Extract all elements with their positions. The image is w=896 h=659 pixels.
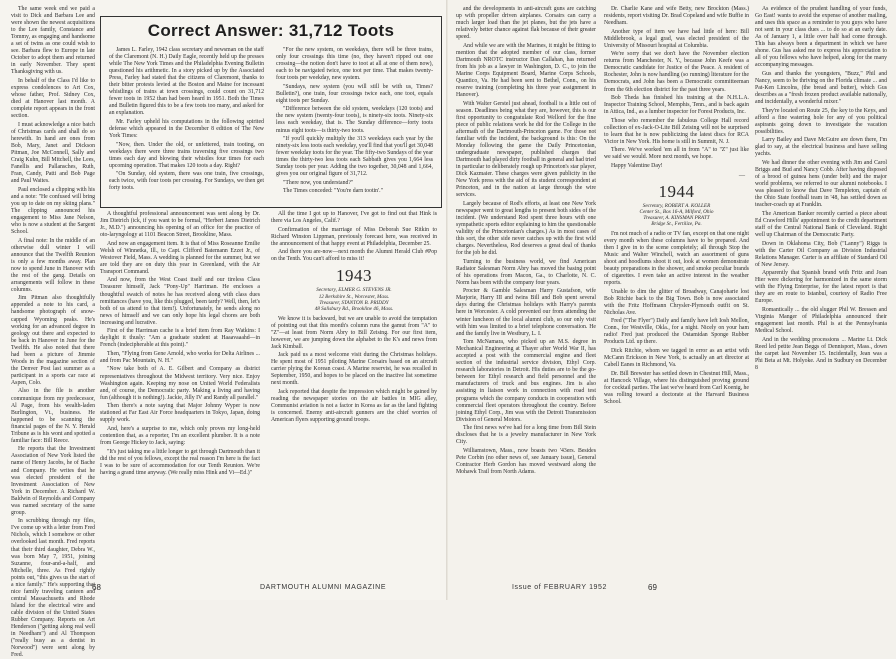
paragraph: "There now, you understand?"	[283, 179, 354, 186]
paragraph: Paul enclosed a clipping with his and a note: "He confused will bring you up to date on my skiing plans." The clipping announced his engagement to Miss Jane Nelson, who is now a student at the Sargent School.	[11, 186, 95, 235]
paragraph: A thoughtful professional announcement was sent along by Dr. Jim Dietrich (ick, if you want to be formal, "Herbert James Dietrich Jr., M.D.") announcing his opening of an office for the practice of oto-laryngology at 1101 Beacon Street, Brookline, Mass.	[100, 211, 260, 239]
paragraph: Tom McNamara, who picked up an M.S. degree in Mechanical Engineering at Thayer after World War II, has accepted a post with the commercial engine and fleet section of the industrial service division, Ethyl Corp. research laboratories in Detroit. His duties are to be the go-between for Ethyl research and field personnel and the manufacturers of truck and bus engines. Jim is also assisting in liaison work in connection with road test programs which the company conducts in cooperation with commercial fleet operators throughout the country. Before joining Ethyl Corp., Jim was with the Detroit Transmission Division of General Motors.	[456, 339, 596, 423]
class-1944-officers: Secretary, ROBERT A. KOLLER Center St., Box 16-A, Milford, Ohio Treasurer, A. KINSMAN PRATT Bridge St., Fertilize, Pa.	[639, 202, 714, 228]
footer-issue-date: Issue of FEBRUARY 1952	[512, 584, 608, 591]
paragraph: The first news we've had for a long time from Bill Stein discloses that he is a jewelry manufacturer in New York City.	[456, 425, 596, 446]
paragraph: Down in Oklahoma City, Bob ("Lanny") Riggs is with the Carter Oil Company as Division Industrial Relations Manager. Carter is an affiliate of Standard Oil of New Jersey.	[755, 240, 887, 268]
class-1943-section	[271, 266, 437, 424]
paragraph: I'm not much of a radio or TV fan, except on that one night every month when these columns have to be prepared. And then I give in to the scene completely; all through Stop the Music and Walter Winchell, watch an assortment of guns shoot and hoodlums shoot it out, look at women demonstrate beauty preparations in the shower, and smoke peculiar brands of cigarettes. I even take an active interest in the weather reports.	[604, 230, 749, 287]
right-page	[448, 0, 896, 600]
paragraph: And now, from the West Coast itself and our tireless Class Treasurer himself, Jack "Pony-Up" Harriman. He encloses a thoughtful swatch of notes he has received along with class dues remittances (have you, like this plugged, been tardy? Well, then, let's both of us attend to that item!). Unfortunately, he sends along no news of himself and we can only hope his legal chores are both increasing and lucrative.	[100, 277, 260, 326]
paragraph: We had dinner the other evening with Jim and Carol Briggs and Bud and Nancy Cobb. After having disposed of a brood of guinea hens (under belt) and the major world problems, we referred to our alumni notebooks. I was pleased to know that Dave Templeton, captain of the Ohio State football team in '48, has settled down as teacher-coach up at Franklin.	[755, 159, 887, 209]
class-1944-section	[604, 182, 749, 406]
paragraph: Then there's a note saying that Major Johnny Wyper is now stationed at Far East Air Force headquarters in Tokyo, Japan, doing supply work.	[100, 403, 260, 424]
box-column-1	[109, 47, 264, 205]
paragraph: There. We've worked 'em all in from "A" to "Z" just like we said we would. More next month, we hope.	[604, 147, 749, 161]
paragraph: In behalf of the Class I'd like to express condolences to Art Cox, whose father, Prof. Sidney Cox, died at Hanover last month. A complete report appears in the front section.	[11, 77, 95, 120]
right-column-2	[604, 6, 749, 578]
class-year-1944: 1944	[658, 181, 695, 201]
paragraph: The same week end we paid a visit to Dick and Barbara Lee and were shown the newest acquisitions to the Lee family, Constance and Tommy, as engaging and handsome a set of twins as one could wish to see. Barbara flew to Europe in late October to adopt them and returned in early November. They spent Thanksgiving with us.	[11, 6, 95, 76]
left-column-1	[11, 6, 95, 659]
paragraph: Dr. Bill Brewster has settled down in Chestnut Hill, Mass., at Hancock Village, where his distinguished proving ground for cocktail parties. The last we've heard from Carl Koenig, he was rolling toward a doctorate at the Harvard Business School.	[604, 370, 749, 405]
paragraph: The Times conceded: "You're darn tootin'."	[283, 188, 383, 195]
right-column-1	[456, 6, 596, 578]
paragraph: Jim Pitman also thoughtfully appended a note to his card, a handsome photograph of snow-capped Wyoming peaks. He's working for an advanced degree in geology out there and expected to be back in Hanover in June for the Twelfth. He also noted that there had been a picture of Jimmie Woods in the magazine section of the Denver Post last summer as a participant in a sports car race at Aspen, Colo.	[11, 295, 95, 386]
paragraph: James L. Farley, 1942 class secretary and newsman on the staff of the Claremont (N. H.) Daily Eagle, recently held up the presses while The New York Times and the Philadelphia Evening Bulletin questioned his arithmetic. In a story picked up by the Associated Press, Farley had stated that the citizens of Claremont, thanks to their bitter protests levied at the Boston and Maine for incessant whistlings of trains at town crossings, could count on 31,712 fewer toots in 1952 than had been heard in 1951. Both the Times and Bulletin figured this to be a few toots too many, and asked for an explanation.	[109, 47, 264, 117]
paragraph: Unable to dim the glitter of Broadway, Canajoharie lost Bob Ritchie back to the Big Town. Bob is now associated with the Fritz Hoffmann Chrysler-Plymouth outfit on St. Nicholas Ave.	[604, 288, 749, 316]
paragraph: "Sundays, new system (you will still be with us, Times? Bulletin?), one train, four crossings twice each, one toot, equals eight toots per Sunday.	[276, 83, 433, 104]
footer-magazine-title: DARTMOUTH ALUMNI MAGAZINE	[260, 584, 387, 591]
paragraph: and the developments in anti-aircraft guns are catching up with propeller driven airplanes. Corsairs can carry a much larger load than the jet planes, but the jets have a relatively better chance against flak because of their greater speed.	[456, 6, 596, 41]
paragraph: Apparently that Spanish brand with Fritz and Joan Hier were dickering for harmonized in the same storm with the Flying Enterprise, for the latest report is that they are en route to Istanbul, courtesy of Radio Free Europe.	[755, 270, 887, 305]
paragraph: Mr. Farley upheld his computations in the following spirited defense which appeared in the December 8 edition of The New York Times:	[109, 118, 264, 140]
paragraph: In scrubbing through my files, I've come up with a letter from Fred Nichols, which I somehow or other overlooked last month. Fred reports that their third daughter, Debra W., was born May 7, 1951, joining Suzanne, four-and-a-half, and Michelle, three. As Fred rightly points out, "this gives us the start of a nice family." He's supporting that nice family traveling canteen and central Massachusetts and Rhode Island for the electrical wire and cable division of the United States Rubber Company. Reports on Art Henderson ("getting along real well in Needham") and Al Thompson ("really busy as a dentist in Norwood") were sent along by Fred.	[11, 518, 95, 659]
paragraph: Fred ("The Flyer") Daily and family have left Iosh Mellon, Conn., for Westville, Okla., for a night. Nicely on your ham radio! Fred just produced the Ostamidan Sponge Rubber Products Ltd. up there.	[604, 318, 749, 346]
paragraph: Gus and thanks the youngsters, "Buzz," Phil and Nancy, seem to be thriving on the Florida climate ... and Pat-Ken Lincolns, (the bread and butter), which Gus describes as a "fresh frozen product available nationally, and incidentally, a wonderful mixer."	[755, 70, 887, 106]
paragraph: Jack paid us a most welcome visit during the Christmas holidays. He spent most of 1951 piloting Marine Corsairs based on an aircraft carrier plying the Korean coast. A Marine reservist, he was recalled in September, 1950, and hopes to be placed on the inactive list sometime next month.	[271, 352, 437, 387]
box-title: Correct Answer: 31,712 Toots	[147, 21, 395, 40]
sign-off: —	[738, 171, 745, 179]
paragraph: And in the wedding processions ... Marine Lt. Dick Reed led petite Jean Beggs of Dennisport, Mass., down the carpet last November 15. Incidentally, Jean was a Phi Beta at Mt. Holyoke. And in Sudbury on December 8	[755, 336, 887, 371]
paragraph: All the time I got up to Hanover, I've got to find out that Hink is there via Los Angeles, Calif.?	[271, 211, 437, 225]
paragraph: "On Sunday, old system, there was one train, five crossings, each twice, with four toots per crossing. For Sundays, we then get forty toots.	[109, 171, 264, 192]
paragraph: Turning to the business world, we find American Radiator Salesman Norm Abry has moved the basing point of his operations from Macon, Ga., to Charlotte, N. C. Norm has been with the company four years.	[456, 258, 596, 286]
box-column-2	[276, 47, 433, 205]
left-column-2	[100, 211, 260, 578]
right-column-3	[755, 6, 887, 578]
paragraph: And there you are-now—next month the Alumni Herald Club #Pop on the Tenth. You can't afford to miss it!	[271, 249, 437, 263]
paragraph: First of the Harriman cache is a brief item from Ray Watkins: I daylight it thusly: "Am a graduate student at Haaavaaahd—in French (indecipherable at this point)."	[100, 328, 260, 349]
paragraph: Dr. Charlie Kane and wife Betty, new Brockton (Mass.) residents, report visiting Dr. Brad Copeland and wife Buffie in Needham.	[604, 6, 749, 27]
paragraph: They're located on Route 25, the key to the Keys, and afford a fine watering hole for any of you political aspirants going down to investigate the vacation possibilities.	[755, 107, 887, 135]
paragraph: As evidence of the prudent handling of your funds, Go East! wants to avoid the expense of another mailing, and uses this space as a reminder to you guys who have not sent in your class dues ... to do so at an early date. As of January 1, a little over half had come through. This has always been a department in which we have shone. Gus has asked me to express his appreciation to all of you fellows who have helped, along for the many accompanying messages.	[755, 6, 887, 69]
page-number-right: 69	[648, 583, 657, 592]
paragraph: "It's just taking me a little longer to get through Dartmouth than it did the rest of you fellows, except the real reason I'm here is the fact I was to be sure of accommodation for our Tenth Reunion. We're having a grand time anyway. (We really miss Hink and Vi—Ed.)"	[100, 448, 260, 476]
paragraph: Procter & Gamble Salesman Harry Gustafson, wife Marjorie, Harry III and twins Bill and Bob spent several days during the Christmas holidays with Harry's parents here in Worcester. A cold prevented our from attending the winter luncheon of the local alumni club, so our only visit with him was limited to a brief telephone conversation. He and the family live in Westbury, L. I.	[456, 288, 596, 337]
paragraph: And while we are with the Marines, it might be fitting to mention that the adopted member of our class, former Dartmouth NROTC instructor Dan Callahan, has returned from his job as a lawyer in Washington, D. C., to join the Marine Corps Equipment Board, Marine Corps Schools, Quantico, Va. He had been sent to Bethel, Conn., on his reserve training (completing his three year assignment in Hanover).	[456, 42, 596, 99]
paragraph: Williamstown, Mass., now boasts two '43ers. Besides Pete Corbin (no other news of, see January issue), General Contractor Herb Gordon has moved westward along the Mohawk Trail from North Adams.	[456, 447, 596, 475]
paragraph: Another type of item we have had little of here: Bill Middlebrook, a legal grad, was elected president of the University of Missouri hospital at Columbia.	[604, 28, 749, 49]
paragraph: "Now take both of A. E. Gilbert and Company as district representatives throughout the Midwest territory. Very nice. Enjoy Washington again. Keeping my nose on United World Federalists and, of course, the Democratic party. Making a living and having fun (although it is nothing!). Jackie, Jilly IV and Randy all parallel."	[100, 366, 260, 401]
paragraph: "Difference between the old system, weekdays (120 toots) and the new system (twenty-four toots), is ninety-six toots. Ninety-six less each weekday, that is. The Sunday difference—forty toots minus eight toots—is thirty-two toots.	[276, 106, 433, 134]
paragraph: We're sorry that we don't have the November election returns from Manchester, N. Y., because John Keefe was a Democratic candidate for Justice of the Peace. A resident of Rochester, John is now handling (so running) literature for the Democrats, and John has been a Democratic committeeman from the 6th election district for the past three years.	[604, 51, 749, 93]
paragraph: He reports that the Investment Association of New York listed the name of Henry Jacobs, he of Bache and Company. He writes that he was elected president of the Investment Association of New York in December. A Richard W. Baldwin of Reynolds and Company was named secretary of the same group.	[11, 446, 95, 516]
paragraph: Those who remember the fabulous College Hall record collection of ex-Jack-O-Lite Bill Zeising will not be surprised to learn that he is now publicizing the latest discs for RCA Victor in New York. His home is still in Summit, N. J.	[604, 117, 749, 145]
paragraph: Confirmation of the marriage of Miss Deborah Sue Ritkin to Richard Winston Lippman, previously forecast here, was received in the announcement of that happy event at Philadelphia, December 25.	[271, 226, 437, 247]
left-column-3	[271, 211, 437, 578]
page-number-left: 68	[92, 583, 101, 592]
paragraph: Dick Ritchie, whom we tagged in error as an artist with McCann Erickson in New York, is actually an art director at Cabell Eanes in Richmond, Va.	[604, 348, 749, 369]
class-year-1943: 1943	[336, 266, 372, 286]
paragraph: And, here's a surprise to me, which only proves my long-held contention that, as a reporter, I'm an excellent plumber. It is a note from George Hickey to Jack, saying:	[100, 425, 260, 446]
paragraph: The American Banker recently carried a piece about Ed Crawford Hills' appointment to the credit department staff of the Central National Bank of Cleveland. Right well up Chairman of the Democratic Party.	[755, 210, 887, 238]
paragraph: Then, "Flying from Gene Arnold, who works for Delta Airlines ... and from Pac Mountain, N. H."	[100, 350, 260, 364]
paragraph: "If you'll quickly multiply the 313 weekdays each year by the ninety-six less toots each weekday, you'll find that you'll get 30,048 fewer weekday toots for the year. The fifty-two Sundays of the year times the thirty-two less toots each Sabbath gives you 1,664 less Sunday toots per year. Adding the two together, 30,048 and 1,664, gives you our original figure of 31,712.	[276, 136, 433, 178]
paragraph: And now an engagement item. It is that of Miss Roseanne Emilie Welsh of Winnetka, Ill., to Capt. Clifford Batemann Ezzet Jr., of Westover Field, Mass. A wedding is planned for the summer, but we are told they are on duty this year in Greenland, with the Air Transport Command.	[100, 240, 260, 275]
paragraph: We know it is backward, but we are unable to avoid the temptation of pointing out that this month's column runs the gamut from "A" to "Z"—at least from Norm Abry to Bill Zeising. For our first item, however, we are jumping down the alphabet to the K's and news from Jack Kimball.	[271, 315, 437, 350]
paragraph: Jack reported that despite the impression which might be gained by reading the newspaper stories on the air battles in MIG alley, Communist aviation is not a factor in Korea as far as the land fighting is concerned. Enemy anti-aircraft gunners are the chief worries of American flyers supporting ground troops.	[271, 388, 437, 424]
paragraph: Bob Theda has finished his training at the N.H.L.A. Inspector Training School, Memphis, Tenn., and is back again in Attica, Ind., as a lumber inspector for Forest Products, Inc.	[604, 95, 749, 116]
class-1943-officers: Secretary, ELMER G. STEVENS JR. 12 Berkshire St., Worcester, Mass. Treasurer, STANTON B. PRIDDY 48 Salisbury Rd., Brookline 46, Mass.	[314, 287, 394, 313]
paragraph: Romantically ... the old slugger Phil W. Bressen and Virginia Manger of Philadelphia announced their engagement last month. Phil is at the Pennsylvania Medical School.	[755, 306, 887, 335]
paragraph: "For the new system, on weekdays, there will be three trains, only four crossings this time (no, they haven't ripped out one crossing—the notion don't have to toot at all at one of them now), each to be navigated twice, one toot per time. That makes twenty-four toots per weekday, new system.	[276, 47, 433, 82]
correct-answer-box	[100, 16, 442, 208]
paragraph: "Now, then. Under the old, or unfettered, train tooting, on weekdays there were three trains traversing five crossings two times each day and blowing their whistles four times for each upcoming operation. That makes 120 toots a day. Right?	[109, 141, 264, 169]
paragraph: Happy Valentine Day!	[611, 162, 663, 169]
paragraph: I must acknowledge a nice batch of Christmas cards and shall do so herewith. In hand are ones from Bob, Mary, Janet and Dickson Pitman, Joe McConnell, Sally and Craig Kuhn, Bill Mitchell, the Lees, Fanellis and Pallansches, Ruth, Fran, Candy, Patti and Bob Page and Paul Waites.	[11, 121, 95, 185]
paragraph: Larry Bailey and Dave McGuire are down there, I'm glad to say, at the electrical business and have selling yachts.	[755, 137, 887, 158]
paragraph: With Walter Gerstel just ahead, football is a little out of season. Deadlines being what they are, however, this is our first opportunity to congratulate Rod Wellord for the fine piece of public relations work he did for the College in the aftermath of the Dartmouth-Princeton game. For those not familiar with the incident, the background is this: On the Monday following the game the Daily Princetonian, undergraduate newspaper, published charges that Dartmouth had played dirty football in general and had tried in particular to deliberately rough up Princeton's star player, Dick Kazmaier. These charges were given publicity in the New York press with the aid of its student correspondent at Princeton, and in the nation at large through the wire services.	[456, 100, 596, 199]
paragraph: A final note: In the middle of an otherwise dull winter I will announce that the Twelfth Reunion is only a few months away. Plan now to spend June in Hanover with the rest of the gang. Details on arrangements will follow in these columns.	[11, 237, 95, 293]
paragraph: Also in the file is another communique from my predecessor, Al Page, from his wealth-laden Burlington, Vt., business. He happened to be scanning the financial pages of the N. Y. Herald Tribune as is his wont and spotted a familiar face: Bill Reece.	[11, 388, 95, 444]
paragraph: Largely because of Rod's efforts, at least one New York newspaper went to great lengths to present both sides of the incident. (We understand Rod spent three hours with one sympathetic sports editor explaining to him the questionable validity of the Princetonian's charges.) As in most cases of this sort, the other side never catches up with the first wild charges. Nevertheless, Rod deserves a great deal of thanks for the job he did.	[456, 200, 596, 257]
